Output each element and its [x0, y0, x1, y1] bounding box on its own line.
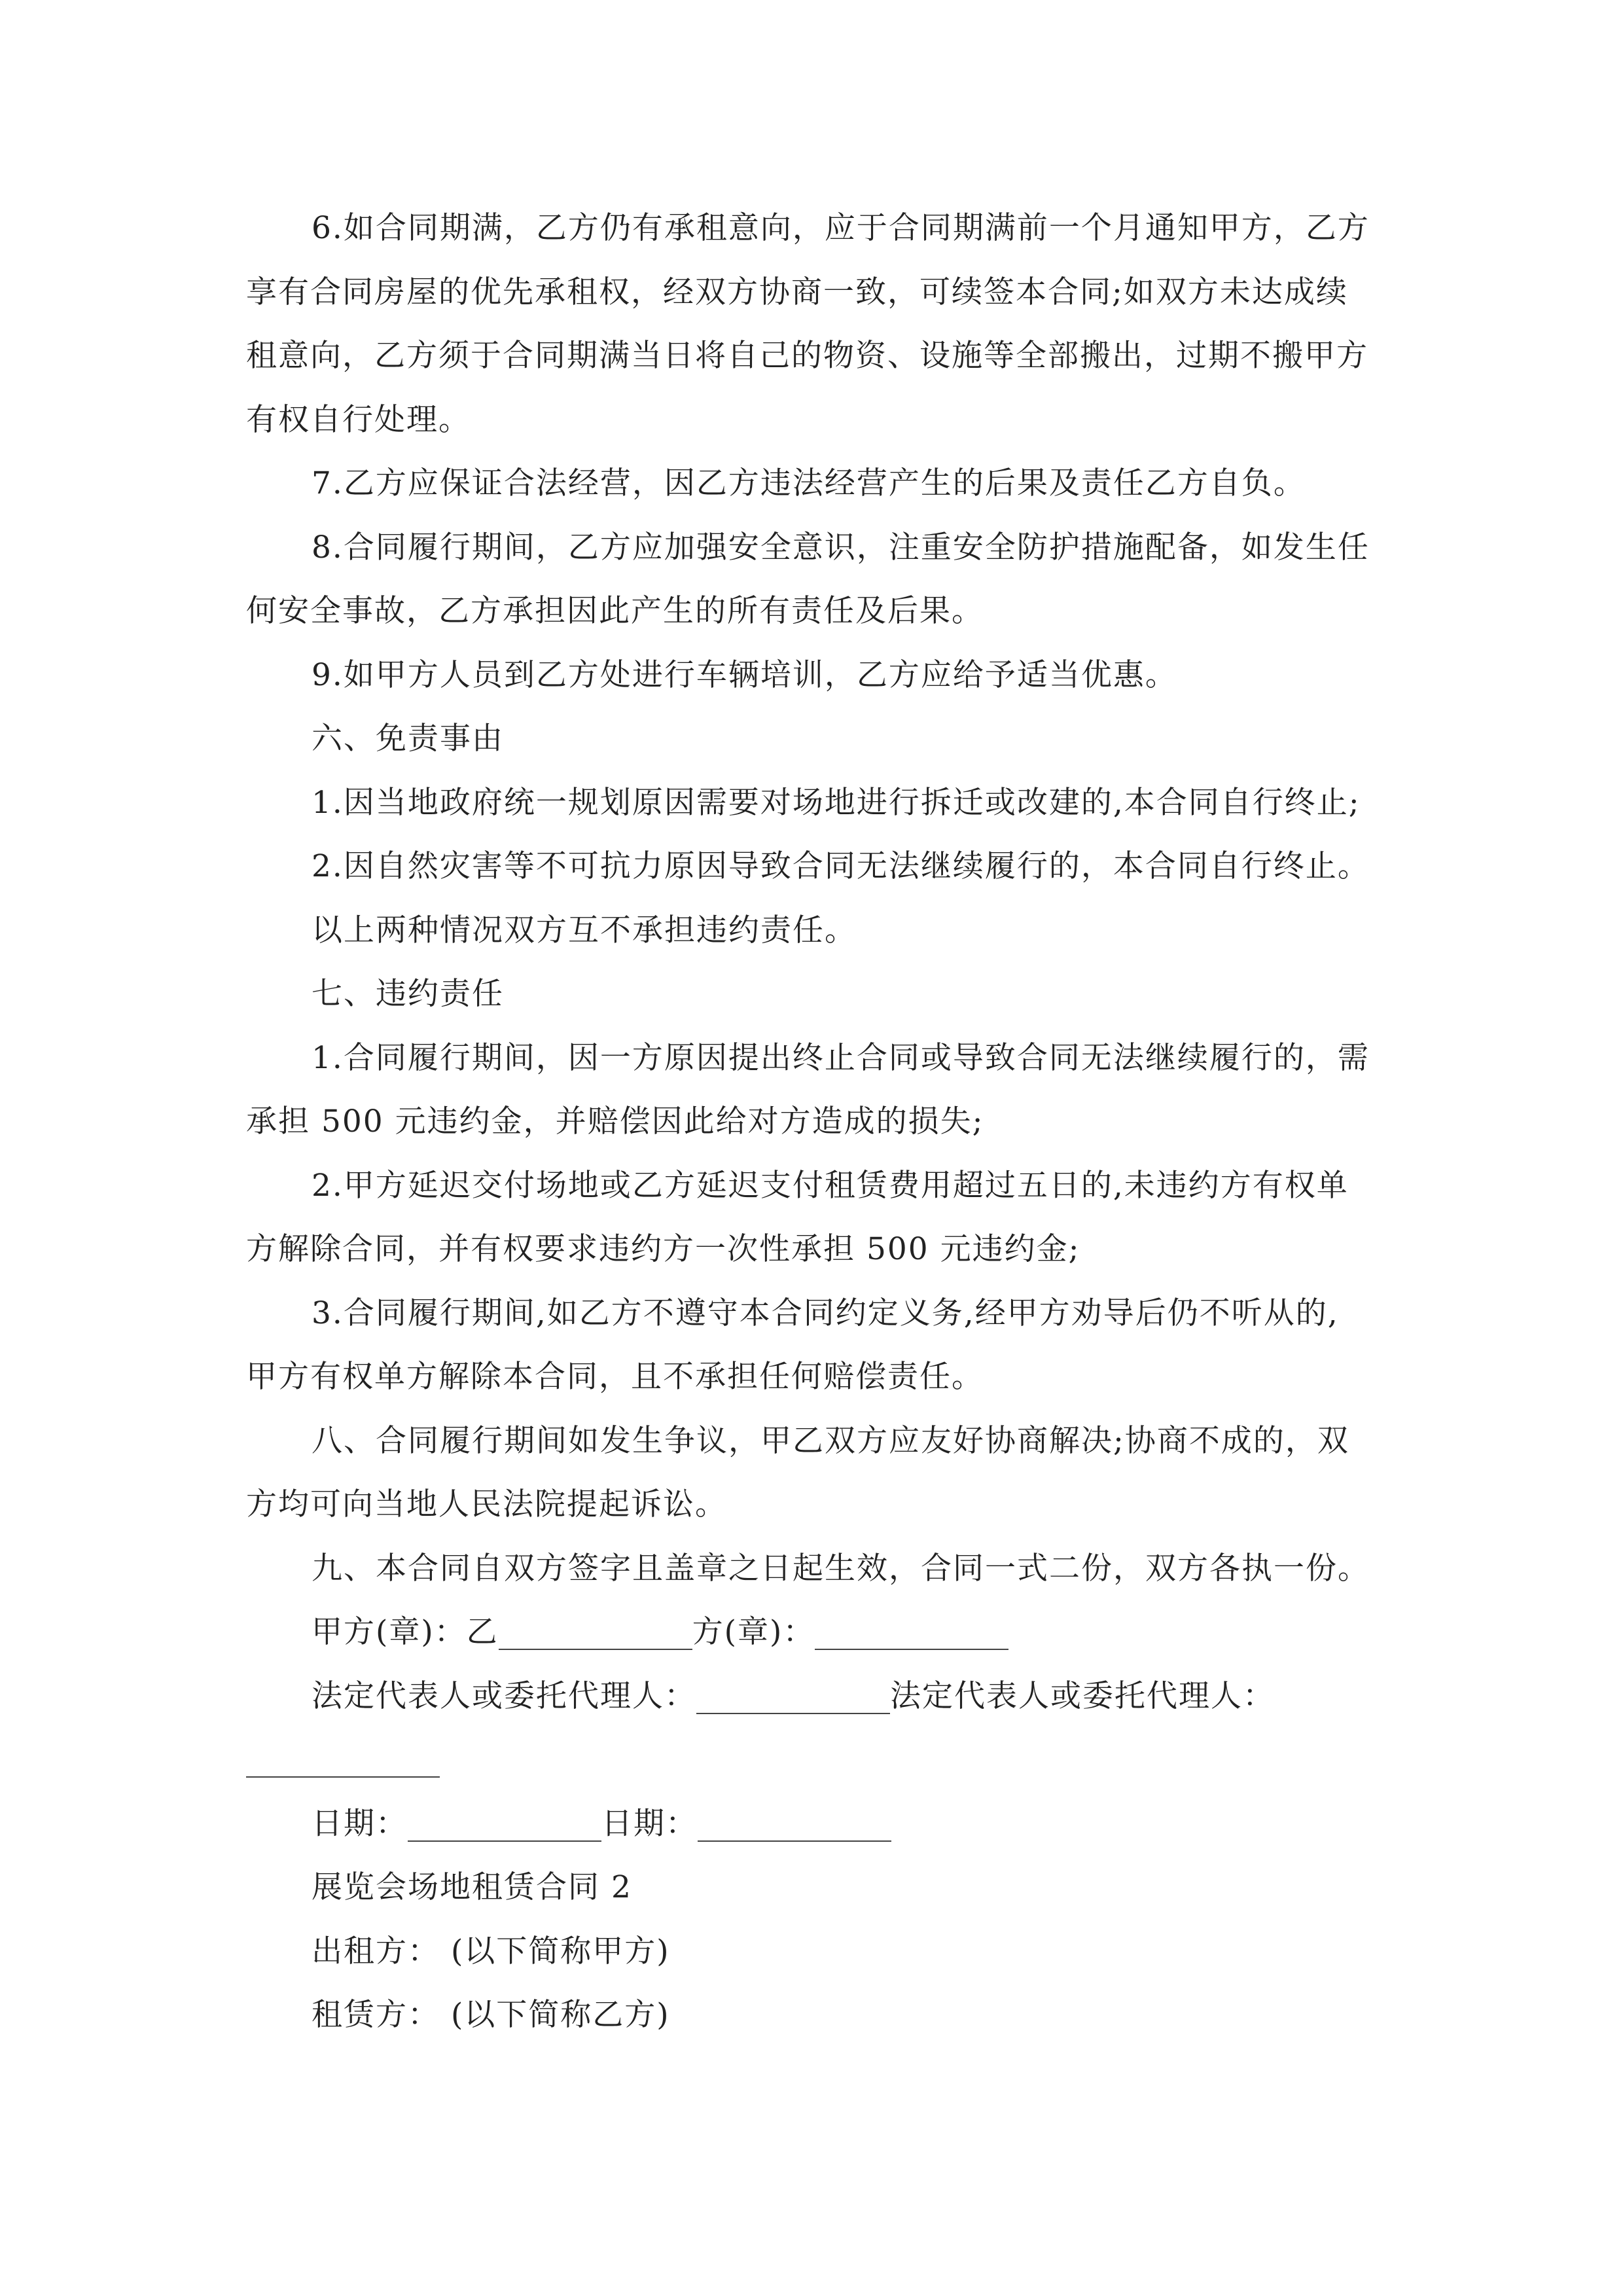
section-8-line-2: 方均可向当地人民法院提起诉讼。 — [246, 1486, 727, 1522]
lessor-line: 出租方： (以下简称甲方) — [312, 1933, 670, 1969]
clause-7: 7.乙方应保证合法经营，因乙方违法经营产生的后果及责任乙方自负。 — [312, 465, 1306, 501]
section-6-item-1: 1.因当地政府统一规划原因需要对场地进行拆迁或改建的,本合同自行终止; — [312, 784, 1361, 821]
section-8-line-1: 八、合同履行期间如发生争议，甲乙双方应友好协商解决;协商不成的，双 — [312, 1422, 1349, 1459]
party-a-signature-line[interactable] — [499, 1649, 692, 1650]
date-b-line[interactable] — [698, 1840, 891, 1842]
date-a-line[interactable] — [408, 1840, 601, 1842]
section-7-item-3-line-1: 3.合同履行期间,如乙方不遵守本合同约定义务,经甲方劝导后仍不听从的, — [312, 1295, 1339, 1331]
clause-8-line-1: 8.合同履行期间，乙方应加强安全意识，注重安全防护措施配备，如发生任 — [312, 529, 1370, 565]
section-7-item-2-line-2: 方解除合同，并有权要求违约方一次性承担 500 元违约金; — [246, 1231, 1080, 1267]
section-6-heading: 六、免责事由 — [312, 721, 504, 757]
section-7-item-1-line-1: 1.合同履行期间，因一方原因提出终止合同或导致合同无法继续履行的，需 — [312, 1039, 1370, 1076]
lessee-line: 租赁方： (以下简称乙方) — [312, 1997, 670, 2033]
representative-label-a: 法定代表人或委托代理人： — [312, 1677, 696, 1714]
signature-parties-row — [246, 1600, 1398, 1664]
date-label-b: 日期： — [601, 1805, 698, 1842]
clause-6-line-2: 享有合同房屋的优先承租权，经双方协商一致，可续签本合同;如双方未达成续 — [246, 274, 1348, 310]
section-7-item-3-line-2: 甲方有权单方解除本合同，且不承担任何赔偿责任。 — [246, 1359, 984, 1395]
clause-8-line-2: 何安全事故，乙方承担因此产生的所有责任及后果。 — [246, 593, 984, 629]
clause-6-line-3: 租意向，乙方须于合同期满当日将自己的物资、设施等全部搬出，过期不搬甲方 — [246, 338, 1368, 374]
section-7-heading: 七、违约责任 — [312, 976, 504, 1012]
date-row — [246, 1792, 1398, 1856]
section-7-item-2-line-1: 2.甲方延迟交付场地或乙方延迟支付租赁费用超过五日的,未违约方有权单 — [312, 1167, 1349, 1204]
clause-6-line-1: 6.如合同期满，乙方仍有承租意向，应于合同期满前一个月通知甲方，乙方 — [312, 210, 1370, 246]
representative-row — [246, 1664, 1398, 1729]
representative-a-signature-line[interactable] — [696, 1713, 890, 1714]
next-contract-title: 展览会场地租赁合同 2 — [312, 1869, 632, 1905]
clause-6-line-4: 有权自行处理。 — [246, 401, 471, 438]
date-label-a: 日期： — [312, 1805, 408, 1842]
representative-b-signature-line[interactable] — [246, 1776, 440, 1778]
section-7-item-1-line-2: 承担 500 元违约金，并赔偿因此给对方造成的损失; — [246, 1103, 984, 1139]
party-b-signature-line[interactable] — [815, 1649, 1008, 1650]
clause-9: 9.如甲方人员到乙方处进行车辆培训，乙方应给予适当优惠。 — [312, 656, 1177, 693]
section-9: 九、本合同自双方签字且盖章之日起生效，合同一式二份，双方各执一份。 — [312, 1550, 1370, 1587]
party-b-label: 方(章)： — [692, 1614, 815, 1650]
representative-b-row — [246, 1728, 1398, 1792]
section-6-note: 以上两种情况双方互不承担违约责任。 — [312, 912, 857, 948]
representative-label-b: 法定代表人或委托代理人： — [890, 1677, 1275, 1714]
section-6-item-2: 2.因自然灾害等不可抗力原因导致合同无法继续履行的，本合同自行终止。 — [312, 848, 1370, 884]
party-a-label: 甲方(章)：乙 — [312, 1614, 499, 1650]
document-body — [246, 196, 1398, 2047]
